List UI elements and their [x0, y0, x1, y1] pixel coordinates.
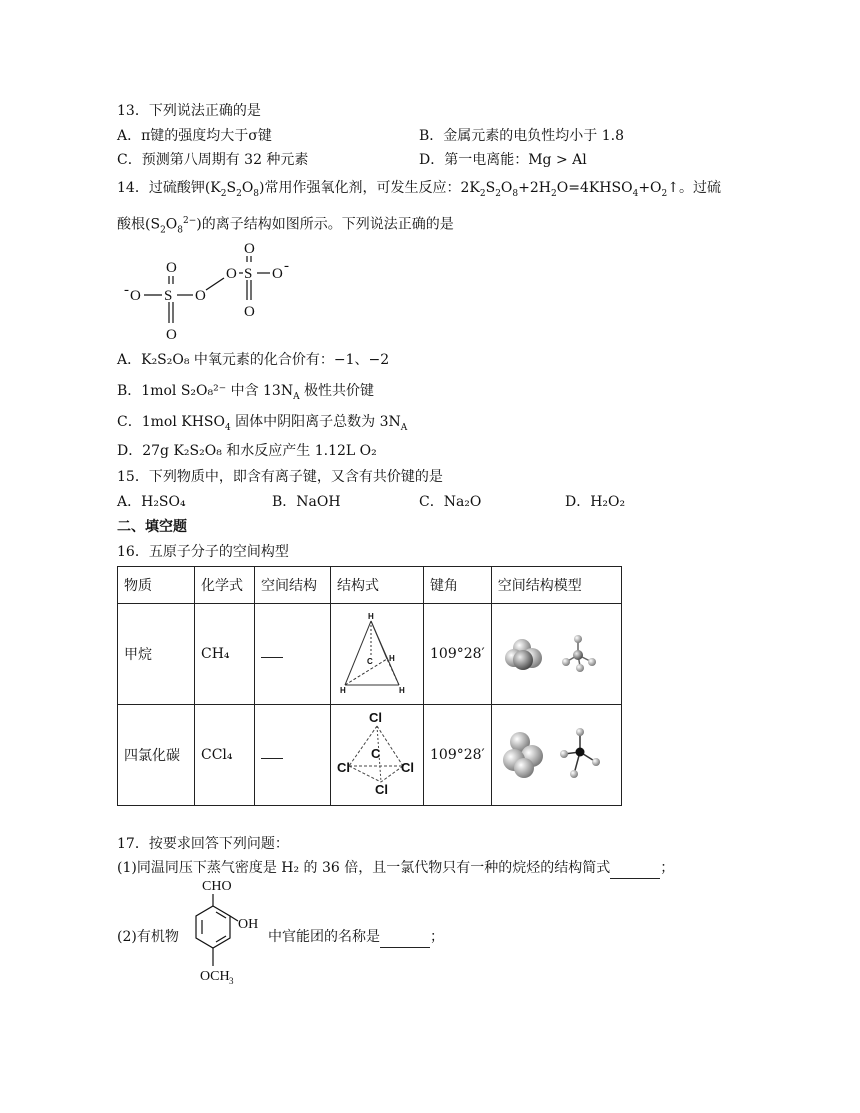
svg-text:H: H — [340, 686, 346, 695]
svg-text:Cl: Cl — [401, 760, 414, 775]
q16-stem: 16．五原子分子的空间构型 — [117, 544, 289, 560]
cell-angle: 109°28′ — [424, 705, 492, 806]
q17-stem: 17．按要求回答下列问题： — [117, 836, 289, 852]
cell-name: 甲烷 — [118, 604, 195, 705]
table-row — [118, 705, 622, 806]
svg-text:C: C — [371, 746, 381, 761]
cell-model — [491, 705, 621, 806]
answer-blank — [261, 758, 283, 759]
q14-stem-line2: 酸根$(S_2O_8^{2-})$的离子结构如图所示。下列说法正确的是 — [117, 216, 454, 236]
methane-model-icon — [498, 622, 608, 682]
cell-angle: 109°28′ — [424, 604, 492, 705]
svg-text:O: O — [244, 304, 255, 320]
q13-option-d: D．第一电离能：Mg > Al — [419, 152, 587, 168]
section-fill-blank-heading: 二、填空题 — [117, 519, 187, 535]
persulfate-structure-diagram — [118, 238, 298, 342]
svg-text:Cl: Cl — [375, 782, 388, 797]
q14-option-b: B．1mol S₂O₈²⁻ 中含 $13N_A$ 极性共价键 — [117, 383, 375, 402]
methane-structure-diagram — [337, 609, 407, 695]
cell-structural-formula — [331, 705, 424, 806]
header-bond-angle: 键角 — [424, 567, 492, 604]
cell-answer-blank — [255, 705, 331, 806]
svg-text:O: O — [130, 288, 141, 304]
svg-text:OCH: OCH — [200, 969, 230, 984]
svg-text:O: O — [226, 266, 237, 282]
svg-text:H: H — [368, 612, 374, 621]
q17-part1: (1)同温同压下蒸气密度是 H₂ 的 36 倍，且一氯代物只有一种的烷烃的结构简式 ； — [117, 858, 674, 879]
q13-stem: 13．下列说法正确的是 — [117, 103, 261, 119]
svg-text:OH: OH — [238, 917, 259, 932]
answer-blank — [380, 927, 430, 948]
q14-option-c: C．1mol $KHSO_4$ 固体中阴阳离子总数为 $3N_A$ — [117, 414, 408, 433]
q17-part2-b: 中官能团的名称是 ； — [268, 927, 444, 948]
q15-option-d: D．H₂O₂ — [565, 494, 626, 510]
svg-text:3: 3 — [229, 976, 234, 986]
cell-formula: CCl₄ — [195, 705, 255, 806]
svg-text:O: O — [166, 260, 177, 276]
svg-text:O: O — [272, 266, 283, 282]
svg-text:S: S — [244, 266, 253, 282]
header-substance: 物质 — [118, 567, 195, 604]
svg-text:H: H — [389, 654, 395, 663]
header-formula: 化学式 — [195, 567, 255, 604]
svg-text:CHO: CHO — [202, 879, 232, 894]
table-row — [118, 604, 622, 705]
q13-option-b: B．金属元素的电负性均小于 1.8 — [419, 128, 625, 144]
svg-text:-: - — [284, 258, 289, 274]
header-model: 空间结构模型 — [491, 567, 621, 604]
svg-text:H: H — [399, 686, 405, 695]
cell-formula: CH₄ — [195, 604, 255, 705]
q15-option-a: A．H₂SO₄ — [117, 494, 186, 510]
q14-option-a: A．K₂S₂O₈ 中氧元素的化合价有：−1、−2 — [117, 352, 390, 368]
ccl4-structure-diagram — [337, 708, 417, 798]
svg-text:O: O — [195, 288, 206, 304]
table-header-row — [118, 567, 622, 604]
q14-option-d: D．27g K₂S₂O₈ 和水反应产生 1.12L O₂ — [117, 443, 377, 459]
svg-text:C: C — [367, 657, 373, 666]
q15-stem: 15．下列物质中，即含有离子键，又含有共价键的是 — [117, 469, 443, 485]
svg-text:-: - — [124, 282, 129, 298]
molecule-table — [117, 566, 622, 806]
cell-structural-formula — [331, 604, 424, 705]
cell-answer-blank — [255, 604, 331, 705]
q13-option-c: C．预测第八周期有 32 种元素 — [117, 152, 309, 168]
q17-part2-a: (2)有机物 — [117, 929, 179, 945]
header-structural-formula: 结构式 — [331, 567, 424, 604]
answer-blank — [261, 657, 283, 658]
vanillin-isomer-structure — [180, 876, 270, 988]
q15-option-b: B．NaOH — [272, 494, 341, 510]
cell-model — [491, 604, 621, 705]
ccl4-model-icon — [498, 718, 608, 788]
svg-text:Cl: Cl — [369, 710, 382, 725]
svg-text:O: O — [244, 241, 255, 257]
svg-text:Cl: Cl — [337, 760, 350, 775]
cell-name: 四氯化碳 — [118, 705, 195, 806]
q15-option-c: C．Na₂O — [419, 494, 482, 510]
q14-stem-line1: 14．过硫酸钾$(K_2S_2O_8)$常用作强氧化剂，可发生反应：$2K_2S_2O_8+2H_2O=4KHSO_4+O_2↑$。过硫 — [117, 180, 722, 199]
svg-text:O: O — [166, 327, 177, 342]
header-spatial-structure: 空间结构 — [255, 567, 331, 604]
answer-blank — [610, 858, 660, 879]
svg-text:S: S — [164, 288, 173, 304]
q13-option-a: A．π键的强度均大于σ键 — [117, 128, 272, 144]
